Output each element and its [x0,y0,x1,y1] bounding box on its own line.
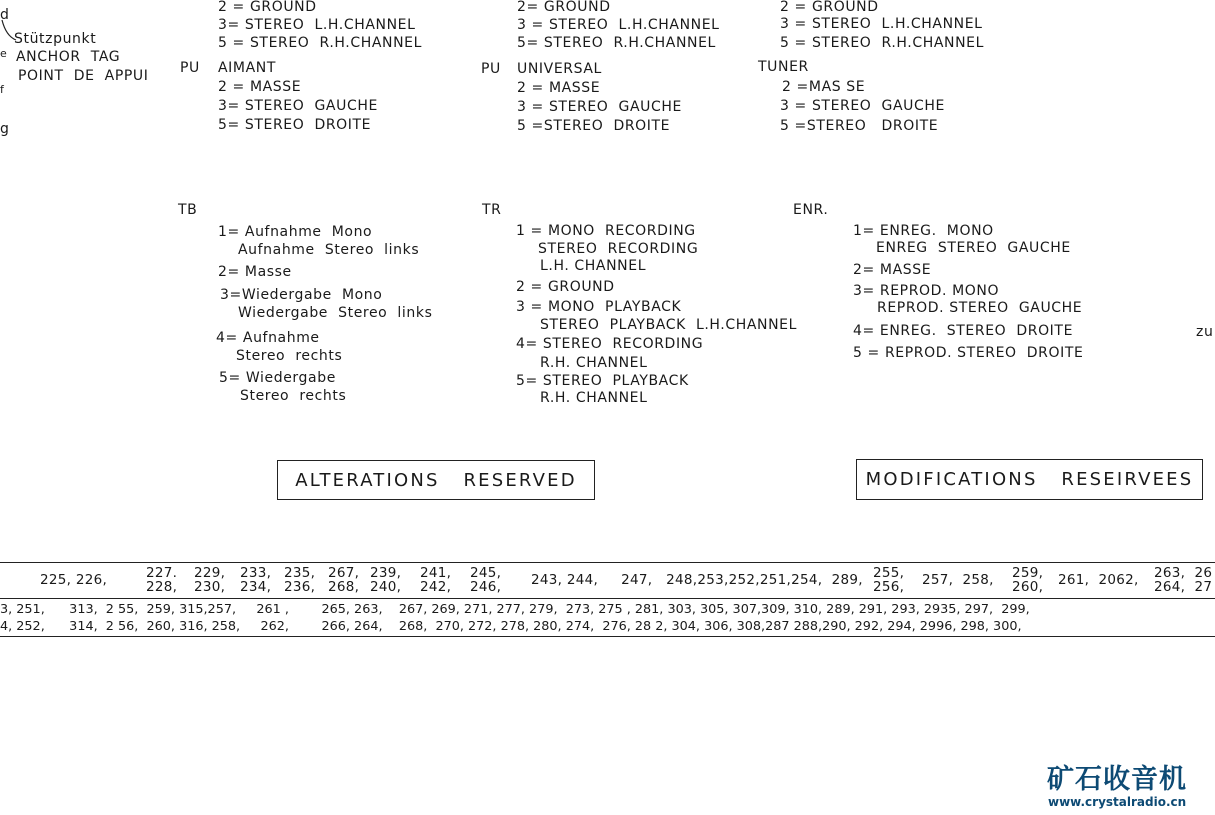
pin-line: ENREG STEREO GAUCHE [876,240,1071,256]
pin-line: 2 = GROUND [218,0,317,15]
alterations-reserved-text: ALTERATIONS RESERVED [295,469,577,491]
part-numbers: 261, 2062, [1058,572,1139,588]
pin-line: 5= STEREO PLAYBACK [516,373,689,389]
table-bottom-rule [0,636,1215,637]
part-numbers: 243, 244, 247, 248,253,252,251,254, 289, [531,572,863,588]
number-row-3: 4, 252, 314, 2 56, 260, 316, 258, 262, 266, 264, 268, 270, 272, 278, 280, 274, 276, 28 2, 304, 306, 308,287 288,290, 292, 294, 2996, 298, 300, [0,619,1022,634]
pin-line: 2= Masse [218,264,292,280]
pin-line: 3= STEREO GAUCHE [218,98,378,114]
right-fragment: zu [1196,324,1214,340]
pin-line: STEREO RECORDING [538,241,699,257]
pin-line: Aufnahme Stereo links [238,242,420,258]
part-numbers: 241, [420,565,452,581]
left-fragment-letter: g [0,121,10,137]
left-fragment-letter: f [0,83,5,96]
pin-line: 3=Wiedergabe Mono [220,287,383,303]
section-title: TR [482,202,502,218]
part-numbers: 239, [370,565,402,581]
pin-line: 1= Aufnahme Mono [218,224,373,240]
pin-line: REPROD. STEREO GAUCHE [877,300,1083,316]
part-numbers: 268, [328,579,360,595]
part-numbers: 257, 258, [922,572,994,588]
pin-line: 5 = STEREO R.H.CHANNEL [218,35,422,51]
part-numbers: 267, [328,565,360,581]
pin-line: 3= STEREO L.H.CHANNEL [218,17,416,33]
part-numbers: 255, [873,565,905,581]
table-mid-rule [0,598,1215,599]
section-prefix: PU [481,61,501,77]
part-numbers: 246, [470,579,502,595]
part-numbers: 263, 26 [1154,565,1213,581]
pin-line: 4= ENREG. STEREO DROITE [853,323,1074,339]
pin-line: Stereo rechts [236,348,343,364]
pin-line: 3 = STEREO L.H.CHANNEL [780,16,983,32]
section-title: AIMANT [218,60,276,76]
pin-line: 3 = MONO PLAYBACK [516,299,682,315]
section-title: UNIVERSAL [517,61,602,77]
pin-line: Wiedergabe Stereo links [238,305,433,321]
part-numbers: 256, [873,579,905,595]
watermark-url: www.crystalradio.cn [1048,795,1187,809]
pin-line: 1= ENREG. MONO [853,223,994,239]
anchor-label-en: ANCHOR TAG [16,49,121,65]
pin-line: 3 = STEREO GAUCHE [517,99,682,115]
part-numbers: 240, [370,579,402,595]
pin-line: 2= GROUND [517,0,611,15]
pin-line: 5 =STEREO DROITE [780,118,939,134]
part-numbers: 234, [240,579,272,595]
pin-line: 2 = MASSE [517,80,601,96]
pin-line: 5 =STEREO DROITE [517,118,671,134]
section-title: TB [178,202,198,218]
modifications-reservees-text: MODIFICATIONS RESEIRVEES [865,469,1194,490]
part-numbers: 227. [146,565,178,581]
alterations-reserved-box [277,460,595,500]
modifications-reservees-box [856,459,1203,500]
pin-line: 3 = STEREO L.H.CHANNEL [517,17,720,33]
part-numbers: 260, [1012,579,1044,595]
anchor-label-de: Stützpunkt [14,31,97,47]
part-numbers: 242, [420,579,452,595]
pin-line: 3= REPROD. MONO [853,283,1000,299]
pin-line: 2 =MAS SE [782,79,866,95]
pin-line: Stereo rechts [240,388,347,404]
part-numbers: 235, [284,565,316,581]
pin-line: 2 = MASSE [218,79,302,95]
number-row-2: 3, 251, 313, 2 55, 259, 315,257, 261 , 265, 263, 267, 269, 271, 277, 279, 273, 275 , 281, 303, 305, 307,309, 310, 289, 291, 293, 2935, 297, 299, [0,602,1030,617]
pin-line: L.H. CHANNEL [540,258,647,274]
table-top-rule [0,562,1215,563]
pin-line: 2= MASSE [853,262,932,278]
part-numbers: 259, [1012,565,1044,581]
part-numbers: 230, [194,579,226,595]
part-numbers: 264, 27 [1154,579,1213,595]
pin-line: 2 = GROUND [516,279,615,295]
left-fragment-letter: d [0,7,10,23]
section-title: ENR. [793,202,829,218]
pin-line: 4= STEREO RECORDING [516,336,704,352]
pin-line: STEREO PLAYBACK L.H.CHANNEL [540,317,798,333]
pin-line: R.H. CHANNEL [540,390,648,406]
part-numbers: 245, [470,565,502,581]
left-fragment-letter: e [0,47,8,60]
pin-line: R.H. CHANNEL [540,355,648,371]
section-title: TUNER [758,59,809,75]
pin-line: 5 = REPROD. STEREO DROITE [853,345,1084,361]
section-prefix: PU [180,60,200,76]
part-numbers: 228, [146,579,178,595]
pin-line: 4= Aufnahme [216,330,320,346]
pin-line: 5= STEREO DROITE [218,117,372,133]
pin-line: 5= Wiedergabe [219,370,336,386]
watermark-title: 矿石收音机 [1047,764,1187,795]
pin-line: 3 = STEREO GAUCHE [780,98,945,114]
anchor-label-fr: POINT DE APPUI [18,68,149,84]
pin-line: 5= STEREO R.H.CHANNEL [517,35,716,51]
part-numbers: 233, [240,565,272,581]
pin-line: 1 = MONO RECORDING [516,223,696,239]
pin-line: 2 = GROUND [780,0,879,15]
pin-line: 5 = STEREO R.H.CHANNEL [780,35,984,51]
part-numbers: 229, [194,565,226,581]
part-numbers: 236, [284,579,316,595]
part-numbers: 225, 226, [40,572,108,588]
